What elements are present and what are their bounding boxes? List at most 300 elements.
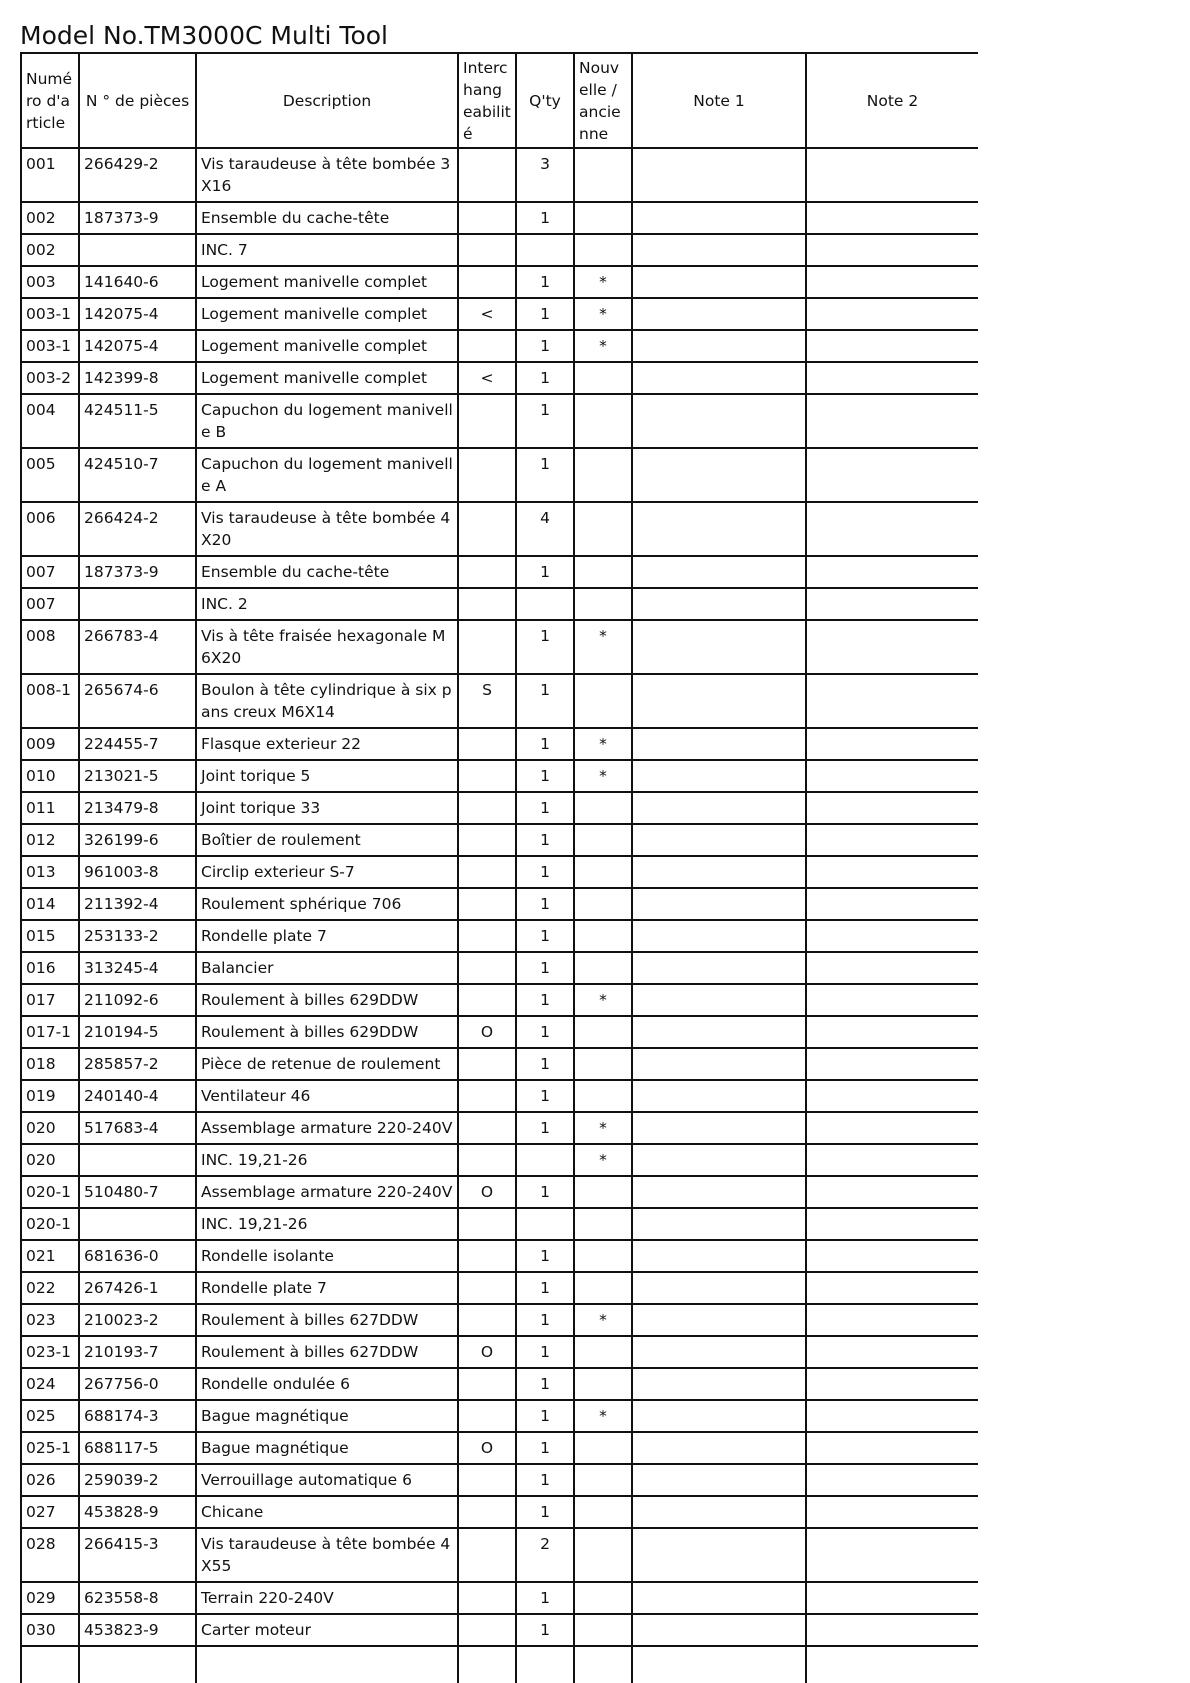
cell-part-no: 259039-2	[79, 1464, 196, 1496]
cell-description: Flasque exterieur 22	[196, 728, 458, 760]
cell-interchangeability: <	[458, 362, 516, 394]
cell-note2	[806, 1336, 978, 1368]
cell-part-no: 266415-3	[79, 1528, 196, 1582]
cell-description: Logement manivelle complet	[196, 330, 458, 362]
cell-new-old	[574, 1528, 632, 1582]
table-row	[21, 448, 978, 502]
cell-interchangeability	[458, 1048, 516, 1080]
cell-item-no: 003-2	[21, 362, 79, 394]
table-row	[21, 1112, 978, 1144]
cell-description: Roulement sphérique 706	[196, 888, 458, 920]
cell-new-old: *	[574, 1304, 632, 1336]
cell-new-old	[574, 394, 632, 448]
cell-part-no	[79, 234, 196, 266]
cell-description: INC. 2	[196, 588, 458, 620]
cell-description: Assemblage armature 220-240V	[196, 1176, 458, 1208]
cell-item-no: 007	[21, 588, 79, 620]
cell-part-no: 142399-8	[79, 362, 196, 394]
cell-description: Roulement à billes 629DDW	[196, 1016, 458, 1048]
cell-qty	[516, 1208, 574, 1240]
table-row	[21, 1272, 978, 1304]
header-interchangeability: Interchangeabilité	[458, 53, 516, 148]
cell-note2	[806, 1614, 978, 1646]
cell-part-no: 211092-6	[79, 984, 196, 1016]
cell-qty: 1	[516, 330, 574, 362]
cell-note2	[806, 1112, 978, 1144]
cell-description: Roulement à billes 627DDW	[196, 1336, 458, 1368]
cell-description: Joint torique 5	[196, 760, 458, 792]
cell-item-no: 003	[21, 266, 79, 298]
cell-part-no	[79, 1144, 196, 1176]
cell-interchangeability	[458, 588, 516, 620]
cell-interchangeability: S	[458, 674, 516, 728]
cell-note1	[632, 952, 806, 984]
table-row	[21, 674, 978, 728]
cell-note1	[632, 1496, 806, 1528]
cell-part-no: 210023-2	[79, 1304, 196, 1336]
cell-note2	[806, 1432, 978, 1464]
cell-note2	[806, 760, 978, 792]
cell-qty: 1	[516, 448, 574, 502]
cell-new-old	[574, 1176, 632, 1208]
cell-item-no: 004	[21, 394, 79, 448]
cell-description: Carter moteur	[196, 1614, 458, 1646]
cell-note2	[806, 362, 978, 394]
cell-note2	[806, 502, 978, 556]
cell-item-no: 028	[21, 1528, 79, 1582]
cell-note1	[632, 1432, 806, 1464]
cell-description: Rondelle ondulée 6	[196, 1368, 458, 1400]
table-row	[21, 1080, 978, 1112]
cell-qty: 1	[516, 888, 574, 920]
cell-part-no: 688174-3	[79, 1400, 196, 1432]
cell-description: Chicane	[196, 1496, 458, 1528]
cell-new-old	[574, 674, 632, 728]
cell-part-no: 266424-2	[79, 502, 196, 556]
cell-description: Ensemble du cache-tête	[196, 556, 458, 588]
cell-part-no: 313245-4	[79, 952, 196, 984]
cell-description: Bague magnétique	[196, 1432, 458, 1464]
table-row	[21, 298, 978, 330]
cell-qty	[516, 588, 574, 620]
cell-new-old	[574, 588, 632, 620]
cell-note1	[632, 888, 806, 920]
table-row	[21, 856, 978, 888]
cell-note2	[806, 728, 978, 760]
cell-note2	[806, 1080, 978, 1112]
cell-new-old	[574, 920, 632, 952]
cell-description: Terrain 220-240V	[196, 1582, 458, 1614]
cell-qty: 1	[516, 984, 574, 1016]
cell-qty: 1	[516, 1304, 574, 1336]
cell-interchangeability	[458, 920, 516, 952]
cell-interchangeability	[458, 502, 516, 556]
cell-new-old	[574, 1646, 632, 1683]
cell-note2	[806, 1048, 978, 1080]
cell-new-old	[574, 362, 632, 394]
cell-new-old	[574, 202, 632, 234]
cell-note1	[632, 1080, 806, 1112]
cell-item-no: 022	[21, 1272, 79, 1304]
cell-qty: 1	[516, 1272, 574, 1304]
cell-description: Vis taraudeuse à tête bombée 3X16	[196, 148, 458, 202]
table-header	[21, 53, 978, 148]
cell-part-no: 210194-5	[79, 1016, 196, 1048]
cell-new-old	[574, 556, 632, 588]
cell-part-no: 213021-5	[79, 760, 196, 792]
cell-note2	[806, 1176, 978, 1208]
table-row	[21, 952, 978, 984]
cell-note2	[806, 856, 978, 888]
cell-qty: 1	[516, 394, 574, 448]
cell-item-no: 008-1	[21, 674, 79, 728]
cell-interchangeability	[458, 1368, 516, 1400]
cell-qty: 2	[516, 1528, 574, 1582]
cell-part-no: 623558-8	[79, 1582, 196, 1614]
cell-part-no: 211392-4	[79, 888, 196, 920]
cell-qty: 1	[516, 1582, 574, 1614]
cell-qty: 1	[516, 952, 574, 984]
cell-qty: 1	[516, 1048, 574, 1080]
cell-item-no: 020-1	[21, 1208, 79, 1240]
cell-qty: 1	[516, 792, 574, 824]
cell-note2	[806, 1368, 978, 1400]
cell-qty: 1	[516, 556, 574, 588]
header-part-no: N ° de pièces	[79, 53, 196, 148]
cell-new-old	[574, 1496, 632, 1528]
cell-new-old	[574, 1582, 632, 1614]
table-body	[21, 148, 978, 1683]
cell-interchangeability	[458, 1614, 516, 1646]
cell-note1	[632, 1646, 806, 1683]
cell-interchangeability	[458, 856, 516, 888]
header-new-old: Nouvelle / ancienne	[574, 53, 632, 148]
cell-new-old	[574, 502, 632, 556]
cell-note2	[806, 1464, 978, 1496]
cell-new-old	[574, 1336, 632, 1368]
cell-item-no: 027	[21, 1496, 79, 1528]
header-item-no: Numéro d'article	[21, 53, 79, 148]
cell-part-no: 424510-7	[79, 448, 196, 502]
cell-new-old	[574, 1432, 632, 1464]
cell-interchangeability	[458, 1304, 516, 1336]
cell-item-no: 020	[21, 1144, 79, 1176]
cell-note1	[632, 1582, 806, 1614]
cell-note2	[806, 620, 978, 674]
cell-note2	[806, 1144, 978, 1176]
cell-description: Boîtier de roulement	[196, 824, 458, 856]
cell-new-old	[574, 234, 632, 266]
cell-note2	[806, 952, 978, 984]
cell-item-no: 023-1	[21, 1336, 79, 1368]
cell-note2	[806, 202, 978, 234]
cell-note2	[806, 984, 978, 1016]
cell-part-no: 453823-9	[79, 1614, 196, 1646]
cell-qty: 1	[516, 1112, 574, 1144]
cell-description: Vis taraudeuse à tête bombée 4X20	[196, 502, 458, 556]
table-row	[21, 1528, 978, 1582]
parts-table-container	[20, 52, 978, 1683]
cell-note1	[632, 856, 806, 888]
cell-qty: 1	[516, 1614, 574, 1646]
table-row	[21, 1400, 978, 1432]
cell-note2	[806, 298, 978, 330]
cell-new-old	[574, 952, 632, 984]
cell-note1	[632, 1240, 806, 1272]
cell-note1	[632, 1528, 806, 1582]
table-row	[21, 556, 978, 588]
cell-item-no: 007	[21, 556, 79, 588]
table-row	[21, 362, 978, 394]
cell-qty: 1	[516, 728, 574, 760]
cell-part-no: 688117-5	[79, 1432, 196, 1464]
cell-item-no: 001	[21, 148, 79, 202]
cell-note1	[632, 920, 806, 952]
cell-qty: 1	[516, 1496, 574, 1528]
table-row	[21, 1496, 978, 1528]
cell-note2	[806, 394, 978, 448]
cell-description: Verrouillage automatique 6	[196, 1464, 458, 1496]
cell-description: Roulement à billes 629DDW	[196, 984, 458, 1016]
parts-table	[20, 52, 978, 1683]
cell-qty: 1	[516, 1432, 574, 1464]
table-row	[21, 1614, 978, 1646]
cell-item-no: 009	[21, 728, 79, 760]
cell-note2	[806, 1400, 978, 1432]
cell-part-no: 267756-0	[79, 1368, 196, 1400]
cell-note1	[632, 1304, 806, 1336]
cell-interchangeability	[458, 952, 516, 984]
cell-part-no: 141640-6	[79, 266, 196, 298]
cell-note2	[806, 1240, 978, 1272]
cell-note2	[806, 1646, 978, 1683]
cell-description: INC. 19,21-26	[196, 1144, 458, 1176]
cell-note1	[632, 556, 806, 588]
table-row	[21, 202, 978, 234]
cell-description: Rondelle isolante	[196, 1240, 458, 1272]
cell-note1	[632, 1048, 806, 1080]
cell-note1	[632, 674, 806, 728]
cell-note2	[806, 674, 978, 728]
cell-new-old	[574, 1048, 632, 1080]
cell-note1	[632, 298, 806, 330]
cell-interchangeability	[458, 1208, 516, 1240]
cell-note1	[632, 620, 806, 674]
cell-note1	[632, 362, 806, 394]
cell-qty: 1	[516, 856, 574, 888]
cell-description: Pièce de retenue de roulement	[196, 1048, 458, 1080]
cell-interchangeability: O	[458, 1336, 516, 1368]
cell-item-no: 013	[21, 856, 79, 888]
table-row	[21, 984, 978, 1016]
page-title: Model No.TM3000C Multi Tool	[20, 21, 388, 50]
cell-qty: 1	[516, 1176, 574, 1208]
cell-part-no: 285857-2	[79, 1048, 196, 1080]
cell-item-no: 026	[21, 1464, 79, 1496]
cell-note2	[806, 588, 978, 620]
cell-item-no: 024	[21, 1368, 79, 1400]
cell-new-old	[574, 1016, 632, 1048]
cell-note2	[806, 1304, 978, 1336]
cell-interchangeability	[458, 330, 516, 362]
cell-note2	[806, 888, 978, 920]
cell-item-no: 025	[21, 1400, 79, 1432]
cell-item-no: 005	[21, 448, 79, 502]
cell-note1	[632, 448, 806, 502]
cell-new-old: *	[574, 1112, 632, 1144]
cell-part-no: 517683-4	[79, 1112, 196, 1144]
cell-description: INC. 7	[196, 234, 458, 266]
table-row	[21, 1016, 978, 1048]
table-row	[21, 1240, 978, 1272]
cell-note1	[632, 728, 806, 760]
cell-part-no: 187373-9	[79, 202, 196, 234]
cell-note2	[806, 920, 978, 952]
cell-note2	[806, 148, 978, 202]
cell-qty: 1	[516, 362, 574, 394]
cell-part-no: 326199-6	[79, 824, 196, 856]
table-row	[21, 1144, 978, 1176]
cell-interchangeability	[458, 760, 516, 792]
cell-qty: 1	[516, 1464, 574, 1496]
cell-note1	[632, 1400, 806, 1432]
cell-item-no: 017-1	[21, 1016, 79, 1048]
cell-new-old	[574, 148, 632, 202]
cell-description: Balancier	[196, 952, 458, 984]
table-row	[21, 888, 978, 920]
cell-note1	[632, 1112, 806, 1144]
cell-new-old: *	[574, 760, 632, 792]
cell-description: Vis à tête fraisée hexagonale M6X20	[196, 620, 458, 674]
cell-interchangeability: O	[458, 1016, 516, 1048]
cell-new-old	[574, 1240, 632, 1272]
table-row	[21, 1048, 978, 1080]
cell-new-old	[574, 1080, 632, 1112]
cell-description: Boulon à tête cylindrique à six pans creux M6X14	[196, 674, 458, 728]
cell-note1	[632, 1208, 806, 1240]
cell-interchangeability	[458, 448, 516, 502]
cell-interchangeability	[458, 1582, 516, 1614]
header-note1: Note 1	[632, 53, 806, 148]
cell-new-old	[574, 448, 632, 502]
table-row	[21, 330, 978, 362]
cell-interchangeability	[458, 1400, 516, 1432]
cell-part-no	[79, 1208, 196, 1240]
table-row	[21, 1582, 978, 1614]
cell-description: Vis taraudeuse à tête bombée 4X55	[196, 1528, 458, 1582]
cell-description: Bague magnétique	[196, 1400, 458, 1432]
cell-description: Ventilateur 46	[196, 1080, 458, 1112]
cell-description: Roulement à billes 627DDW	[196, 1304, 458, 1336]
cell-note2	[806, 266, 978, 298]
cell-qty	[516, 1144, 574, 1176]
cell-interchangeability	[458, 888, 516, 920]
cell-item-no: 006	[21, 502, 79, 556]
cell-interchangeability	[458, 1496, 516, 1528]
cell-part-no: 187373-9	[79, 556, 196, 588]
cell-part-no: 213479-8	[79, 792, 196, 824]
cell-qty: 1	[516, 266, 574, 298]
cell-note1	[632, 1176, 806, 1208]
cell-note2	[806, 1496, 978, 1528]
cell-note1	[632, 792, 806, 824]
cell-qty: 3	[516, 148, 574, 202]
cell-description: Assemblage armature 220-240V	[196, 1112, 458, 1144]
cell-note1	[632, 394, 806, 448]
cell-note1	[632, 502, 806, 556]
cell-part-no: 266783-4	[79, 620, 196, 674]
cell-interchangeability: O	[458, 1176, 516, 1208]
cell-description: Logement manivelle complet	[196, 362, 458, 394]
cell-description: Capuchon du logement manivelle B	[196, 394, 458, 448]
table-row	[21, 760, 978, 792]
cell-note1	[632, 824, 806, 856]
cell-interchangeability	[458, 1272, 516, 1304]
cell-part-no: 267426-1	[79, 1272, 196, 1304]
cell-qty: 1	[516, 760, 574, 792]
cell-new-old: *	[574, 1144, 632, 1176]
header-qty: Q'ty	[516, 53, 574, 148]
cell-note1	[632, 202, 806, 234]
cell-description: Rondelle plate 7	[196, 1272, 458, 1304]
cell-interchangeability	[458, 1464, 516, 1496]
cell-interchangeability: <	[458, 298, 516, 330]
cell-qty: 1	[516, 298, 574, 330]
cell-note2	[806, 1272, 978, 1304]
cell-item-no: 016	[21, 952, 79, 984]
cell-note2	[806, 1016, 978, 1048]
cell-note1	[632, 588, 806, 620]
cell-new-old: *	[574, 298, 632, 330]
table-row	[21, 394, 978, 448]
cell-note1	[632, 1614, 806, 1646]
cell-item-no: 018	[21, 1048, 79, 1080]
cell-qty: 1	[516, 674, 574, 728]
cell-interchangeability	[458, 556, 516, 588]
cell-interchangeability	[458, 984, 516, 1016]
cell-part-no: 266429-2	[79, 148, 196, 202]
cell-item-no: 017	[21, 984, 79, 1016]
cell-new-old	[574, 1464, 632, 1496]
cell-new-old: *	[574, 620, 632, 674]
cell-item-no: 014	[21, 888, 79, 920]
table-row	[21, 1464, 978, 1496]
cell-part-no: 961003-8	[79, 856, 196, 888]
cell-note2	[806, 330, 978, 362]
cell-new-old: *	[574, 1400, 632, 1432]
cell-part-no: 240140-4	[79, 1080, 196, 1112]
cell-qty: 4	[516, 502, 574, 556]
cell-qty: 1	[516, 1400, 574, 1432]
cell-description: Logement manivelle complet	[196, 266, 458, 298]
cell-part-no: 142075-4	[79, 298, 196, 330]
cell-item-no: 019	[21, 1080, 79, 1112]
cell-description: Ensemble du cache-tête	[196, 202, 458, 234]
cell-interchangeability	[458, 1112, 516, 1144]
cell-note1	[632, 1272, 806, 1304]
cell-new-old	[574, 1208, 632, 1240]
cell-item-no: 008	[21, 620, 79, 674]
cell-interchangeability	[458, 792, 516, 824]
cell-new-old	[574, 792, 632, 824]
cell-part-no: 224455-7	[79, 728, 196, 760]
cell-note1	[632, 1144, 806, 1176]
cell-part-no: 142075-4	[79, 330, 196, 362]
cell-new-old	[574, 824, 632, 856]
cell-note1	[632, 1464, 806, 1496]
cell-interchangeability	[458, 266, 516, 298]
cell-item-no: 012	[21, 824, 79, 856]
